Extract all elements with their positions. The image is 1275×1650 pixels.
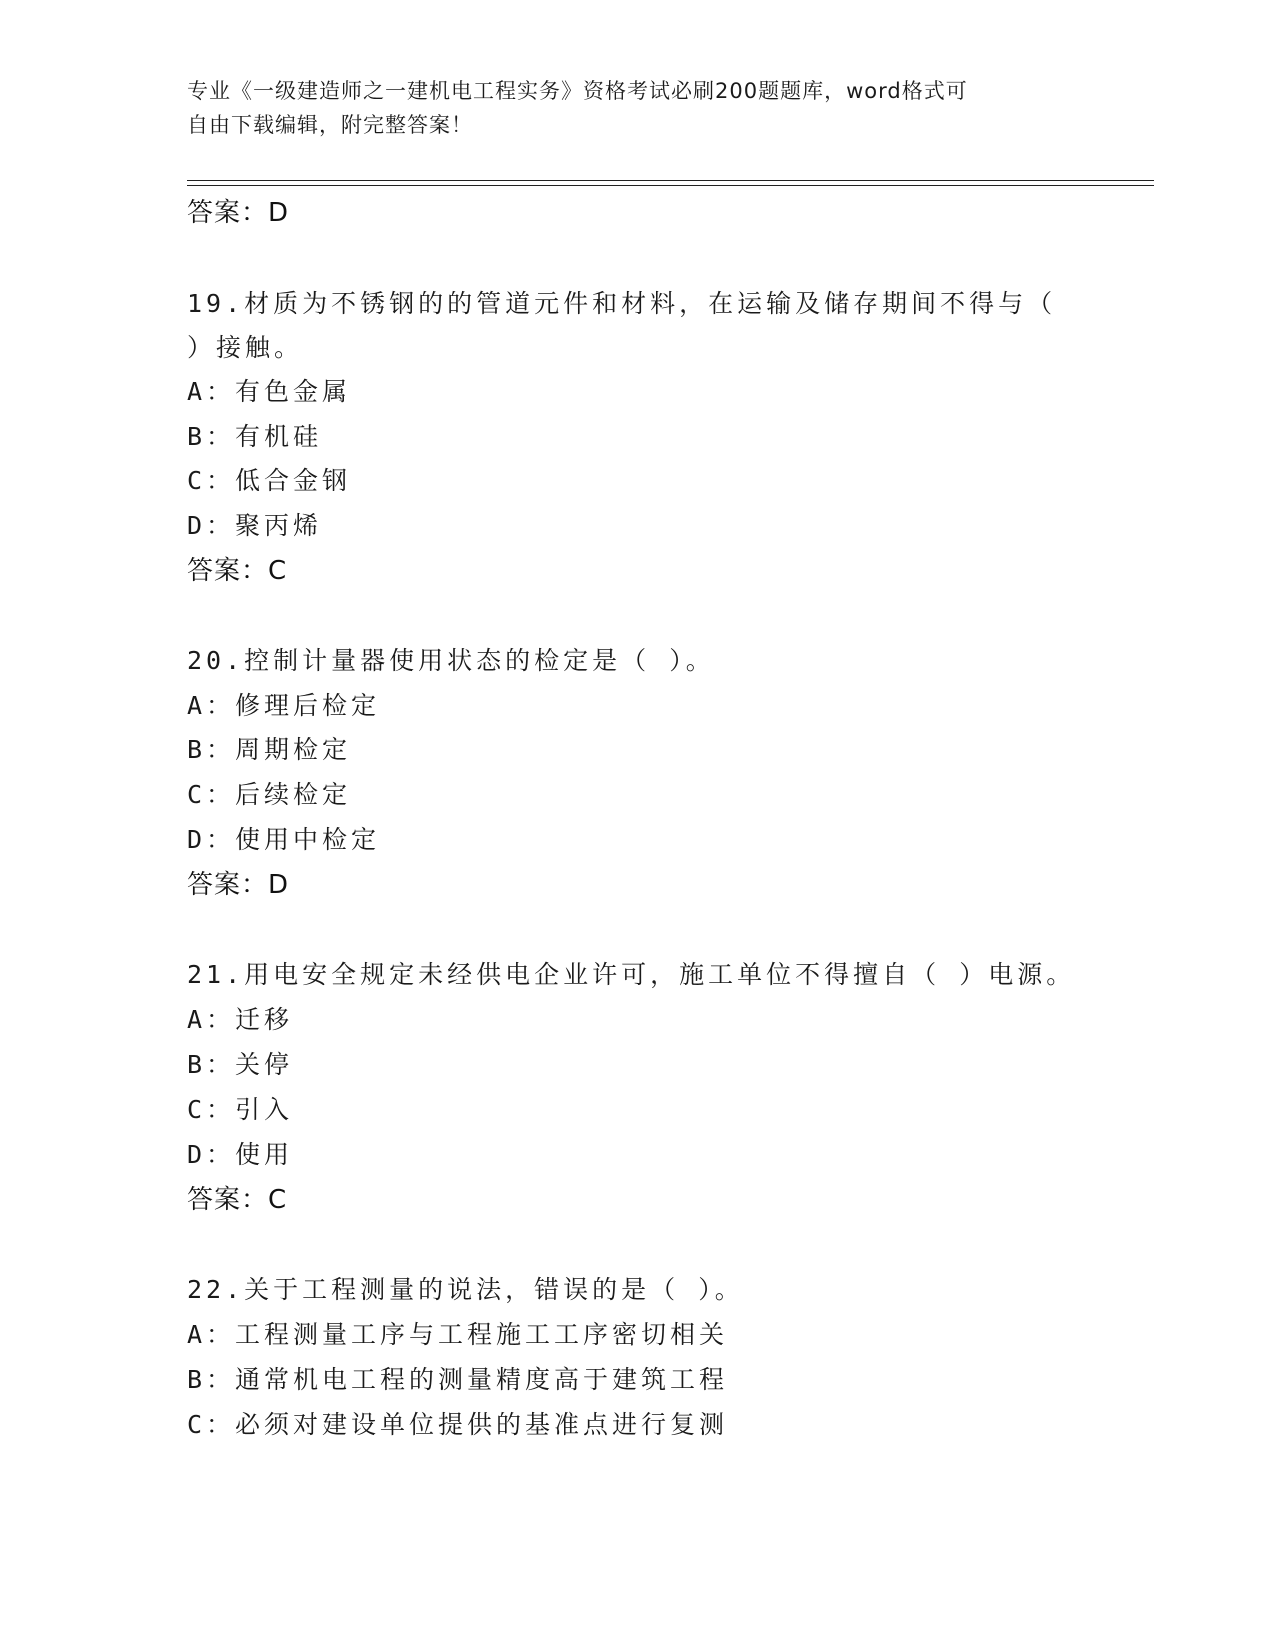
question-20-option-c: C：后续检定 — [187, 780, 352, 809]
question-19-stem-line-1: 19.材质为不锈钢的的管道元件和材料，在运输及储存期间不得与（ — [187, 289, 1057, 318]
question-21-answer: 答案：C — [187, 1185, 288, 1215]
question-22-option-c: C：必须对建设单位提供的基准点进行复测 — [187, 1410, 729, 1439]
question-19-answer: 答案：C — [187, 556, 288, 586]
header-line-1: 专业《一级建造师之一建机电工程实务》资格考试必刷200题题库，word格式可 — [187, 79, 968, 103]
question-22-option-b: B：通常机电工程的测量精度高于建筑工程 — [187, 1365, 729, 1394]
header-divider-bottom — [187, 185, 1154, 186]
question-19-option-b: B：有机硅 — [187, 422, 323, 451]
question-20-stem: 20.控制计量器使用状态的检定是（ ）。 — [187, 646, 715, 675]
document-header — [187, 74, 1087, 142]
question-19-option-d: D：聚丙烯 — [187, 511, 323, 540]
question-19-stem-line-2: ）接触。 — [187, 333, 304, 362]
answer-prev: 答案：D — [187, 198, 290, 228]
question-22-option-a: A：工程测量工序与工程施工工序密切相关 — [187, 1320, 729, 1349]
question-20-option-d: D：使用中检定 — [187, 825, 381, 854]
question-21-option-b: B：关停 — [187, 1050, 294, 1079]
question-19-option-a: A：有色金属 — [187, 377, 352, 406]
question-21-stem: 21.用电安全规定未经供电企业许可，施工单位不得擅自（ ）电源。 — [187, 960, 1076, 989]
question-20-answer: 答案：D — [187, 870, 290, 900]
question-21-option-d: D：使用 — [187, 1140, 294, 1169]
question-21-option-c: C：引入 — [187, 1095, 294, 1124]
header-line-2: 自由下载编辑，附完整答案！ — [187, 113, 473, 137]
question-20-option-a: A：修理后检定 — [187, 691, 381, 720]
header-divider-top — [187, 180, 1154, 181]
question-19-option-c: C：低合金钢 — [187, 466, 352, 495]
question-21-option-a: A：迁移 — [187, 1005, 294, 1034]
question-20-option-b: B：周期检定 — [187, 735, 352, 764]
question-22-stem: 22.关于工程测量的说法，错误的是（ ）。 — [187, 1275, 744, 1304]
